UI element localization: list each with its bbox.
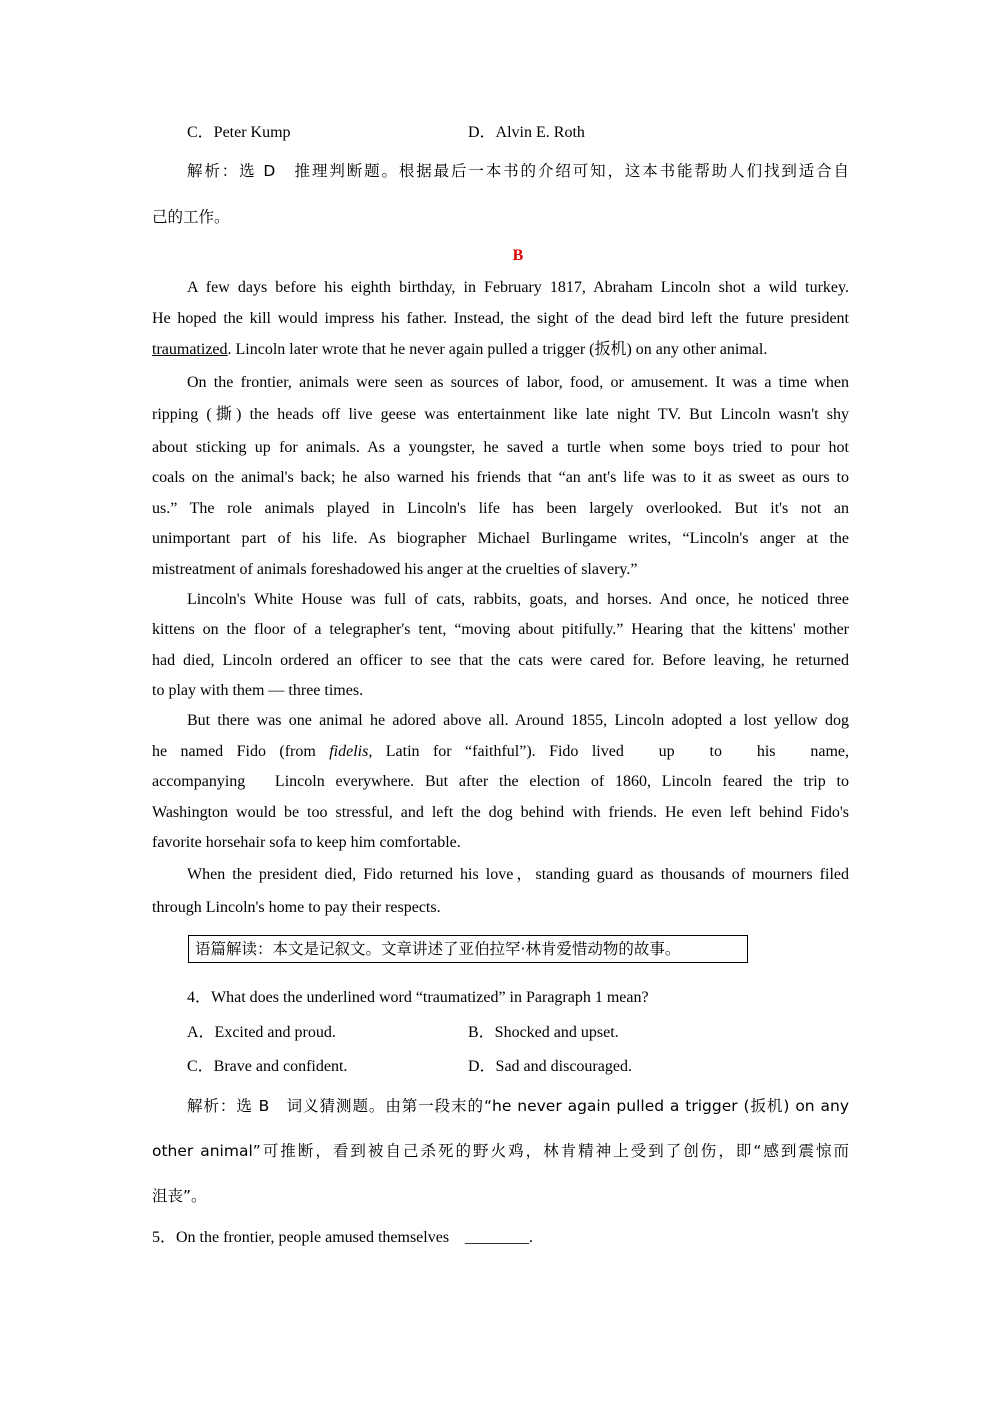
latin-word: fidelis, [329, 743, 373, 760]
p4-line-5: favorite horsehair sofa to keep him comfortable. [152, 834, 461, 851]
p2-line-2: ripping (撕) the heads off live geese was entertainment like late night TV. But Lincoln wasn't shy [152, 406, 849, 423]
p2-line-3: about sticking up for animals. As a youngster, he saved a turtle when some boys tried to pour hot [152, 439, 849, 456]
p3-line-1: Lincoln's White House was full of cats, rabbits, goats, and horses. And once, he noticed three [187, 591, 849, 608]
p2-line-4: coals on the animal's back; he also warned his friends that “an ant's life was to it as sweet as ours to [152, 469, 849, 486]
p1-line-2: He hoped the kill would impress his father. Instead, the sight of the dead bird left the future president [152, 310, 849, 327]
q4-option-c: C．Brave and confident. [187, 1058, 348, 1075]
p3-line-2: kittens on the floor of a telegrapher's tent, “moving about pitifully.” Hearing that the kittens' mother [152, 621, 849, 638]
passage-summary-box: 语篇解读：本文是记叙文。文章讲述了亚伯拉罕·林肯爱惜动物的故事。 [188, 935, 748, 963]
p2-line-7: mistreatment of animals foreshadowed his anger at the cruelties of slavery.” [152, 561, 638, 578]
q3-analysis-line-2: 己的工作。 [152, 208, 230, 226]
p5-line-1: When the president died, Fido returned his love，standing guard as thousands of mourners filed [187, 866, 849, 883]
q4-stem: 4．What does the underlined word “traumatized” in Paragraph 1 mean? [187, 989, 649, 1006]
q3-analysis-line-1: 解析：选 D 推理判断题。根据最后一本书的介绍可知，这本书能帮助人们找到适合自 [187, 162, 849, 180]
p4-line-4: Washington would be too stressful, and left the dog behind with friends. He even left behind Fido's [152, 804, 849, 821]
p1-line-1: A few days before his eighth birthday, in February 1817, Abraham Lincoln shot a wild turkey. [187, 279, 849, 296]
q4-analysis-line-2: other animal”可推断，看到被自己杀死的野火鸡，林肯精神上受到了创伤，即“感到震惊而 [152, 1142, 849, 1160]
p3-line-3: had died, Lincoln ordered an officer to see that the cats were cared for. Before leaving, he returned [152, 652, 849, 669]
p4-line-1: But there was one animal he adored above all. Around 1855, Lincoln adopted a lost yellow dog [187, 712, 849, 729]
p2-line-5: us.” The role animals played in Lincoln's life has been largely overlooked. But it's not an [152, 500, 849, 517]
p5-line-2: through Lincoln's home to pay their respects. [152, 899, 441, 916]
p2-line-1: On the frontier, animals were seen as sources of labor, food, or amusement. It was a time when [187, 374, 849, 391]
q4-options-row-2 [187, 1057, 632, 1077]
q4-option-a: A．Excited and proud. [187, 1024, 336, 1041]
p2-line-6: unimportant part of his life. As biographer Michael Burlingame writes, “Lincoln's anger at the [152, 530, 849, 547]
underlined-word: traumatized [152, 341, 228, 358]
q3-options-row [187, 123, 585, 143]
q4-options-row-1 [187, 1023, 619, 1043]
q4-option-d: D．Sad and discouraged. [468, 1058, 632, 1075]
p4-line-3: accompanying Lincoln everywhere. But after the election of 1860, Lincoln feared the trip to [152, 773, 849, 790]
section-heading: B [512, 247, 524, 264]
q3-option-d: D．Alvin E. Roth [468, 124, 585, 141]
q5-stem: 5．On the frontier, people amused themselves ________. [152, 1229, 534, 1246]
q4-analysis-line-3: 沮丧”。 [152, 1187, 207, 1205]
p3-line-4: to play with them — three times. [152, 682, 364, 699]
q3-option-c: C．Peter Kump [187, 124, 291, 141]
p4-line-2: he named Fido (from fidelis, Latin for “faithful”). Fido lived up to his name, [152, 743, 849, 760]
q4-option-b: B．Shocked and upset. [468, 1024, 619, 1041]
q4-analysis-line-1: 解析：选 B 词义猜测题。由第一段末的“he never again pulled a trigger (扳机) on any [187, 1097, 849, 1115]
p1-line-3: traumatized. Lincoln later wrote that he never again pulled a trigger (扳机) on any other animal. [152, 341, 768, 358]
